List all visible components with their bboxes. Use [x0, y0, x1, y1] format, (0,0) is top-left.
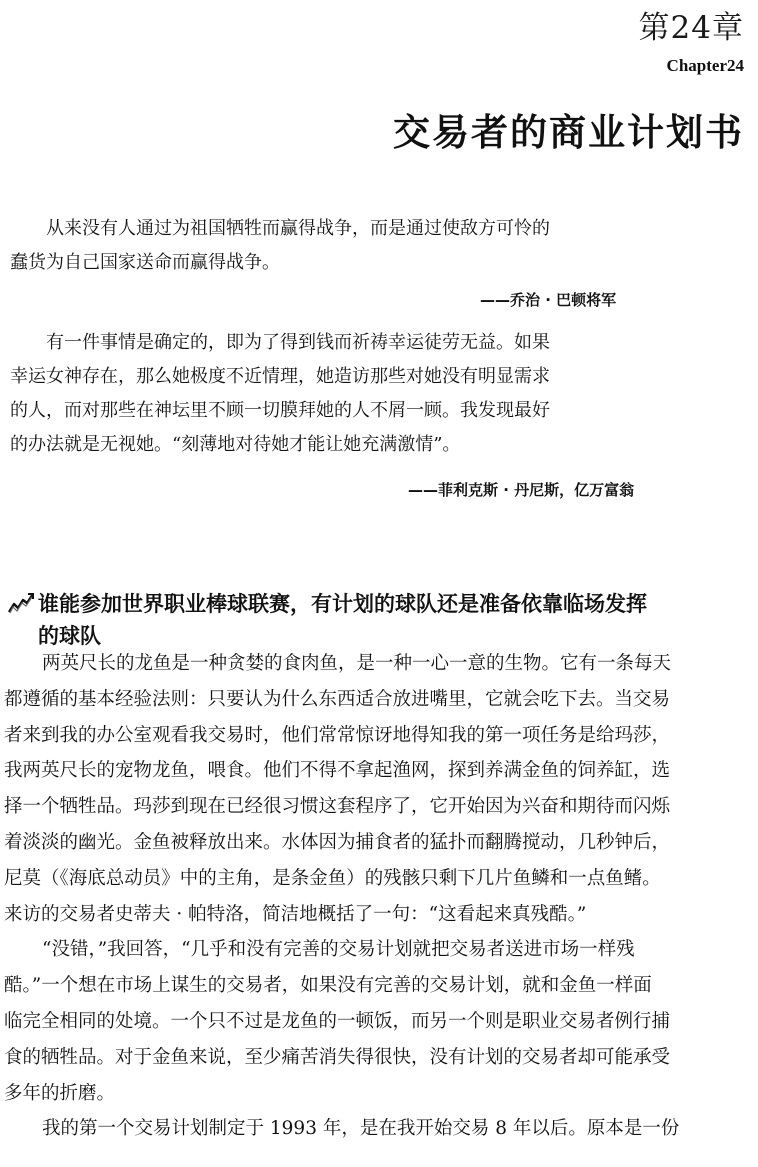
body-paragraphs: [4, 646, 754, 1147]
section-heading: [8, 588, 753, 652]
body-line: 两英尺长的龙鱼是一种贪婪的食肉鱼，是一种一心一意的生物。它有一条每天: [42, 653, 672, 674]
body-line: 食的牺牲品。对于金鱼来说，至少痛苦消失得很快，没有计划的交易者却可能承受: [4, 1046, 671, 1068]
body-line: 尼莫（《海底总动员》中的主角，是条金鱼）的残骸只剩下几片鱼鳞和一点鱼鳍。: [4, 867, 661, 889]
quote-attribution: ——菲利克斯 · 丹尼斯，亿万富翁: [408, 481, 635, 499]
body-line: 来访的交易者史蒂夫 · 帕特洛，简洁地概括了一句：“这看起来真残酷。”: [4, 903, 587, 925]
quote-line: 蠢货为自己国家送命而赢得战争。: [10, 252, 280, 273]
quote-attribution: ——乔治 · 巴顿将军: [480, 291, 617, 309]
body-line: 着淡淡的幽光。金鱼被释放出来。水体因为捕食者的猛扑而翻腾搅动，几秒钟后，: [4, 831, 671, 853]
section-heading-line1: 谁能参加世界职业棒球联赛，有计划的球队还是准备依靠临场发挥: [38, 592, 647, 616]
chapter-number: 第24章: [638, 10, 744, 46]
chapter-title: 交易者的商业计划书: [393, 111, 744, 154]
quote-line: 从来没有人通过为祖国牺牲而赢得战争，而是通过使敌方可怜的: [46, 218, 550, 239]
quote-line: 的办法就是无视她。“刻薄地对待她才能让她充满激情”。: [10, 434, 461, 455]
section-heading-line2: 的球队: [38, 624, 101, 648]
body-line: 者来到我的办公室观看我交易时，他们常常惊讶地得知我的第一项任务是给玛莎，: [4, 724, 671, 746]
body-line: “没错，”我回答，“几乎和没有完善的交易计划就把交易者送进市场一样残: [42, 939, 635, 961]
quote-line: 有一件事情是确定的，即为了得到钱而祈祷幸运徒劳无益。如果: [46, 332, 550, 353]
body-line: 临完全相同的处境。一个只不过是龙鱼的一顿饭，而另一个则是职业交易者例行捕: [4, 1010, 671, 1032]
body-line: 择一个牺牲品。玛莎到现在已经很习惯这套程序了，它开始因为兴奋和期待而闪烁: [4, 796, 671, 818]
body-line: 多年的折磨。: [4, 1082, 116, 1104]
epigraph-quote-2: [10, 326, 670, 462]
body-line: 我两英尺长的宠物龙鱼，喂食。他们不得不拿起渔网，探到养满金鱼的饲养缸，选: [4, 760, 671, 782]
body-line: 酷。”一个想在市场上谋生的交易者，如果没有完善的交易计划，就和金鱼一样面: [4, 975, 652, 997]
body-line: 都遵循的基本经验法则：只要认为什么东西适合放进嘴里，它就会吃下去。当交易: [4, 688, 671, 710]
quote-line: 的人，而对那些在神坛里不顾一切膜拜她的人不屑一顾。我发现最好: [10, 400, 550, 421]
epigraph-quote-1: [10, 212, 670, 280]
chapter-number-english: Chapter24: [666, 56, 744, 75]
quote-line: 幸运女神存在，那么她极度不近情理，她造访那些对她没有明显需求: [10, 366, 550, 387]
body-line: 我的第一个交易计划制定于 1993 年，是在我开始交易 8 年以后。原本是一份: [42, 1118, 680, 1140]
chart-trend-icon: [8, 591, 34, 613]
